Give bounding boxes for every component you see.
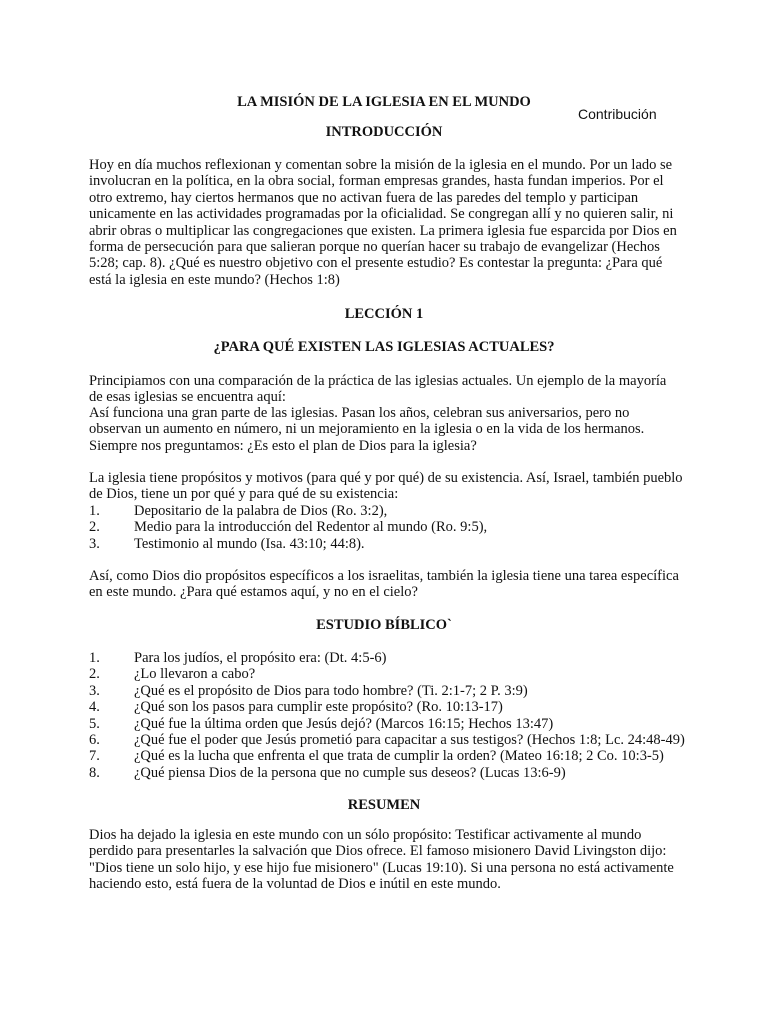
list-number: 2. — [89, 519, 100, 536]
list-item — [89, 716, 689, 732]
list-text: ¿Qué es el propósito de Dios para todo hombre? (Ti. 2:1-7; 2 P. 3:9) — [134, 682, 528, 699]
list-text: Medio para la introducción del Redentor al mundo (Ro. 9:5), — [134, 519, 488, 536]
list-item — [89, 666, 689, 682]
list-number: 3. — [89, 682, 100, 699]
list-item — [89, 650, 689, 666]
israel-purpose-list — [89, 503, 689, 552]
lesson-paragraph-1: Principiamos con una comparación de la práctica de las iglesias actuales. Un ejemplo de la mayoría de esas iglesias se encuentra aquí: — [89, 373, 667, 406]
list-text: Depositario de la palabra de Dios (Ro. 3:2), — [134, 503, 388, 519]
bible-study-list — [89, 650, 689, 781]
list-item — [89, 536, 689, 552]
list-text: ¿Qué son los pasos para cumplir este propósito? (Ro. 10:13-17) — [134, 699, 503, 716]
list-number: 8. — [89, 764, 100, 781]
list-item — [89, 765, 689, 781]
list-text: Para los judíos, el propósito era: (Dt. 4:5-6) — [134, 650, 387, 666]
lesson-heading: LECCIÓN 1 — [344, 306, 424, 322]
list-item — [89, 732, 689, 748]
list-number: 4. — [89, 699, 100, 716]
list-number: 6. — [89, 732, 100, 749]
list-text: Testimonio al mundo (Isa. 43:10; 44:8). — [134, 535, 365, 552]
lesson-paragraph-2: Así funciona una gran parte de las iglesias. Pasan los años, celebran sus aniversarios, pero no observan un aumento en número, ni un mejoramiento en la iglesia o en la vida de los hermanos. Siempre nos preguntamos: ¿Es esto el plan de Dios para la iglesia? — [89, 405, 645, 454]
intro-paragraph: Hoy en día muchos reflexionan y comentan sobre la misión de la iglesia en el mundo. Por un lado se involucran en la política, en la obra social, forman empresas grandes, hasta fundan imperios. Por el otro extremo, hay ciertos hermanos que no activan fuera de las paredes del templo y participan unicamente en las actividades programadas por la oficialidad. Se congregan allí y no quieren salir, ni abrir obras o multiplicar las congregaciones que existen. La primera iglesia fue esparcida por Dios en forma de persecución para que salieran porque no querían hacer su trabajo de evangelizar (Hechos 5:28; cap. 8). ¿Qué es nuestro objetivo con el presente estudio? Es contestar la pregunta: ¿Para qué está la iglesia en este mundo? (Hechos 1:8) — [89, 157, 677, 288]
document-title: LA MISIÓN DE LA IGLESIA EN EL MUNDO — [237, 94, 531, 110]
list-item — [89, 519, 689, 535]
lesson-subheading: ¿PARA QUÉ EXISTEN LAS IGLESIAS ACTUALES? — [213, 339, 555, 355]
contribution-label: Contribución — [578, 106, 657, 122]
lesson-paragraph-4: Así, como Dios dio propósitos específicos a los israelitas, también la iglesia tiene una tarea específica en este mundo. ¿Para qué estamos aquí, y no en el cielo? — [89, 568, 679, 601]
study-heading: ESTUDIO BÍBLICO` — [316, 617, 452, 633]
list-number: 1. — [89, 503, 100, 519]
list-text: ¿Qué piensa Dios de la persona que no cumple sus deseos? (Lucas 13:6-9) — [134, 764, 566, 781]
list-item — [89, 683, 689, 699]
intro-heading: INTRODUCCIÓN — [325, 124, 443, 140]
list-item — [89, 503, 689, 519]
lesson-paragraph-3: La iglesia tiene propósitos y motivos (para qué y por qué) de su existencia. Así, Israel, también pueblo de Dios, tiene un por qué y para qué de su existencia: — [89, 470, 683, 503]
summary-paragraph: Dios ha dejado la iglesia en este mundo con un sólo propósito: Testificar activamente al mundo perdido para presentarles la salvación que Dios ofrece. El famoso misionero David Livingston dijo: "Dios tiene un solo hijo, y ese hijo fue misionero" (Lucas 19:10). Si una persona no está activamente haciendo esto, está fuera de la voluntad de Dios e inútil en este mundo. — [89, 827, 674, 893]
list-text: ¿Qué es la lucha que enfrenta el que trata de cumplir la orden? (Mateo 16:18; 2 Co. 10:3-5) — [134, 748, 664, 765]
list-number: 1. — [89, 650, 100, 666]
summary-heading: RESUMEN — [347, 797, 421, 813]
list-number: 7. — [89, 748, 100, 765]
list-number: 2. — [89, 666, 100, 683]
list-item — [89, 748, 689, 764]
list-text: ¿Qué fue el poder que Jesús prometió para capacitar a sus testigos? (Hechos 1:8; Lc. 24:48-49) — [134, 732, 685, 749]
list-number: 3. — [89, 535, 100, 552]
list-number: 5. — [89, 715, 100, 732]
list-item — [89, 699, 689, 715]
list-text: ¿Qué fue la última orden que Jesús dejó? (Marcos 16:15; Hechos 13:47) — [134, 715, 554, 732]
list-text: ¿Lo llevaron a cabo? — [134, 666, 256, 683]
